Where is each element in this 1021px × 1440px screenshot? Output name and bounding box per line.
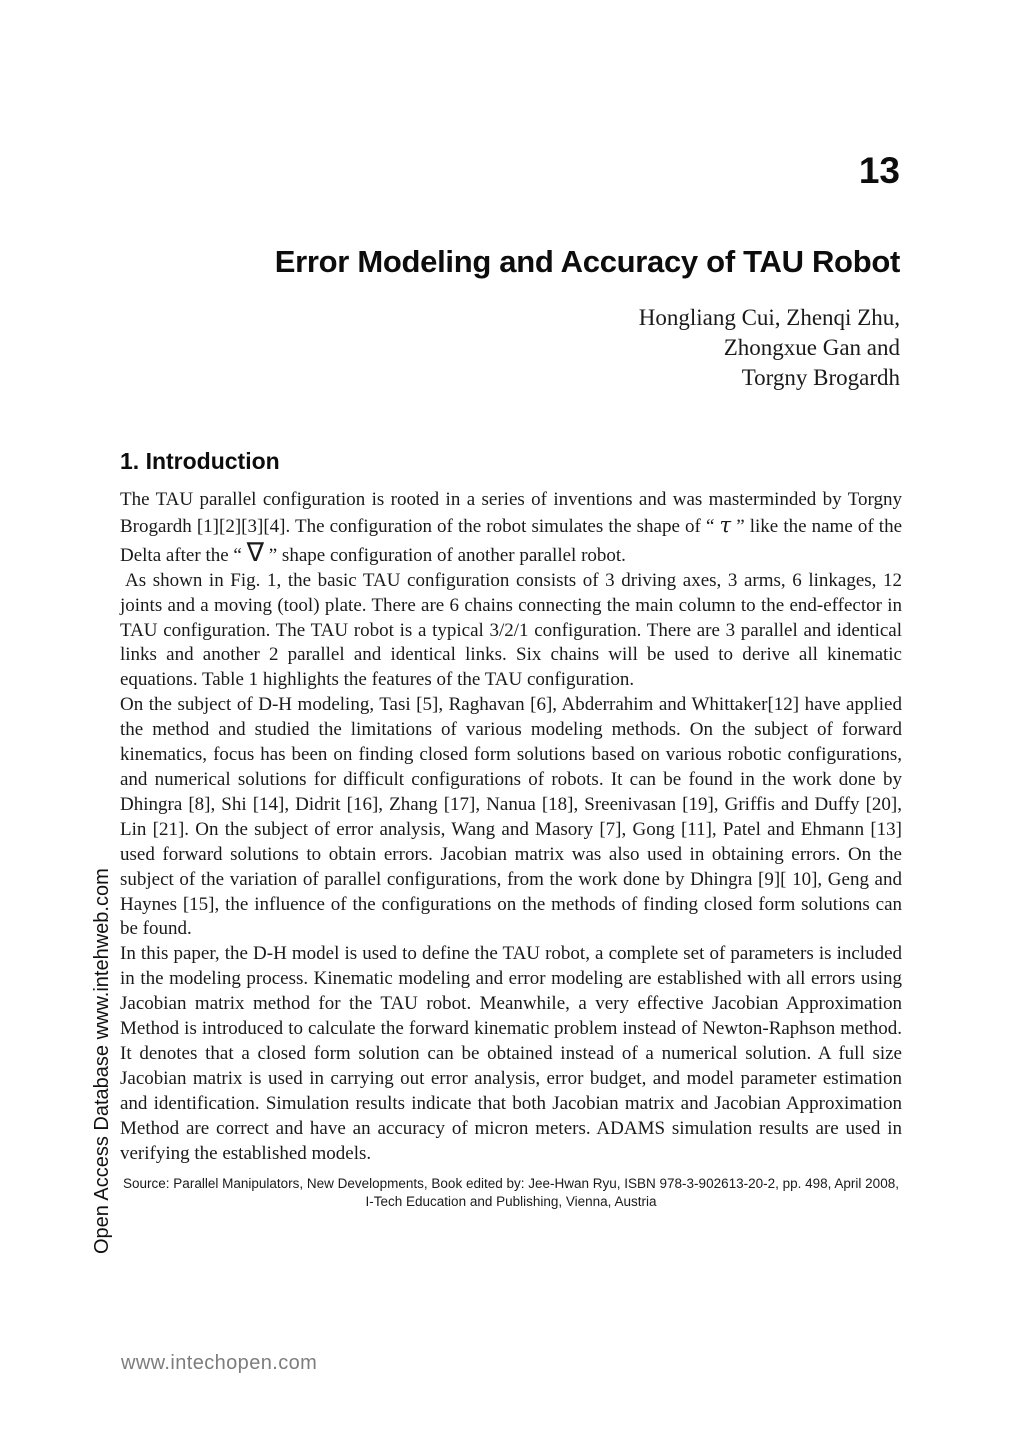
chapter-body — [120, 448, 902, 1210]
page-number: 13 — [858, 150, 900, 191]
chapter-title: Error Modeling and Accuracy of TAU Robot — [274, 244, 900, 279]
authors-block — [300, 303, 900, 393]
nabla-symbol: ∇ — [246, 537, 264, 568]
intro-paragraph-4: In this paper, the D-H model is used to define the TAU robot, a complete set of parameters is included in the modeling process. Kinematic modeling and error modeling are established with all errors using Jacobian matrix method for the TAU robot. Meanwhile, a very effective Jacobian Approximation Method is introduced to calculate the forward kinematic problem instead of Newton-Raphson method. It denotes that a closed form solution can be obtained instead of a numerical solution. A full size Jacobian matrix is used in carrying out error analysis, error budget, and model parameter estimation and identification. Simulation results indicate that both Jacobian matrix and Jacobian Approximation Method are correct and have an accuracy of micron meters. ADAMS simulation results are used in verifying the established models. — [120, 943, 902, 1164]
source-note — [120, 1175, 902, 1210]
footer-url[interactable]: www.intechopen.com — [121, 1352, 318, 1374]
author-line: Hongliang Cui, Zhenqi Zhu, — [638, 305, 900, 330]
paragraph-text: The TAU parallel configuration is rooted in a series of inventions and was masterminded by Torgny Brogardh [1][2][3][4]. The configuration of the robot simulates the shape of “ — [120, 489, 902, 537]
intro-paragraph-1 — [120, 488, 902, 569]
paragraph-text: ” shape configuration of another parallel robot. — [264, 544, 626, 566]
intro-paragraph-3: On the subject of D-H modeling, Tasi [5], Raghavan [6], Abderrahim and Whittaker[12] have applied the method and studied the limitations of various modeling methods. On the subject of forward kinematics, focus has been on finding closed form solutions based on various robotic configurations, and numerical solutions for difficult configurations of robots. It can be found in the work done by Dhingra [8], Shi [14], Didrit [16], Zhang [17], Nanua [18], Sreenivasan [19], Griffis and Duffy [20], Lin [21]. On the subject of error analysis, Wang and Masory [7], Gong [11], Patel and Ehmann [13] used forward solutions to obtain errors. Jacobian matrix was also used in obtaining errors. On the subject of the variation of parallel configurations, from the work done by Dhingra [9][ 10], Geng and Haynes [15], the influence of the configurations on the methods of finding closed form solutions can be found. — [120, 694, 902, 940]
source-note-line: Source: Parallel Manipulators, New Developments, Book edited by: Jee-Hwan Ryu, ISBN 978-3-902613-20-2, pp. 498, April 2008, — [123, 1176, 899, 1192]
source-note-line: I-Tech Education and Publishing, Vienna, Austria — [365, 1193, 657, 1209]
open-access-sidebar-label: Open Access Database www.intehweb.com — [91, 868, 113, 1254]
intro-paragraph-2: As shown in Fig. 1, the basic TAU configuration consists of 3 driving axes, 3 arms, 6 linkages, 12 joints and a moving (tool) plate. There are 6 chains connecting the main column to the end-effector in TAU configuration. The TAU robot is a typical 3/2/1 configuration. There are 3 parallel and identical links and another 2 parallel and identical links. Six chains will be used to derive all kinematic equations. Table 1 highlights the features of the TAU configuration. — [120, 569, 902, 691]
section-heading: 1. Introduction — [120, 448, 280, 474]
author-line: Zhongxue Gan and — [723, 335, 900, 360]
tau-symbol: τ — [719, 512, 732, 537]
author-line: Torgny Brogardh — [741, 365, 900, 390]
paragraph-text: ” like the name of the Delta after the “ — [120, 515, 903, 566]
